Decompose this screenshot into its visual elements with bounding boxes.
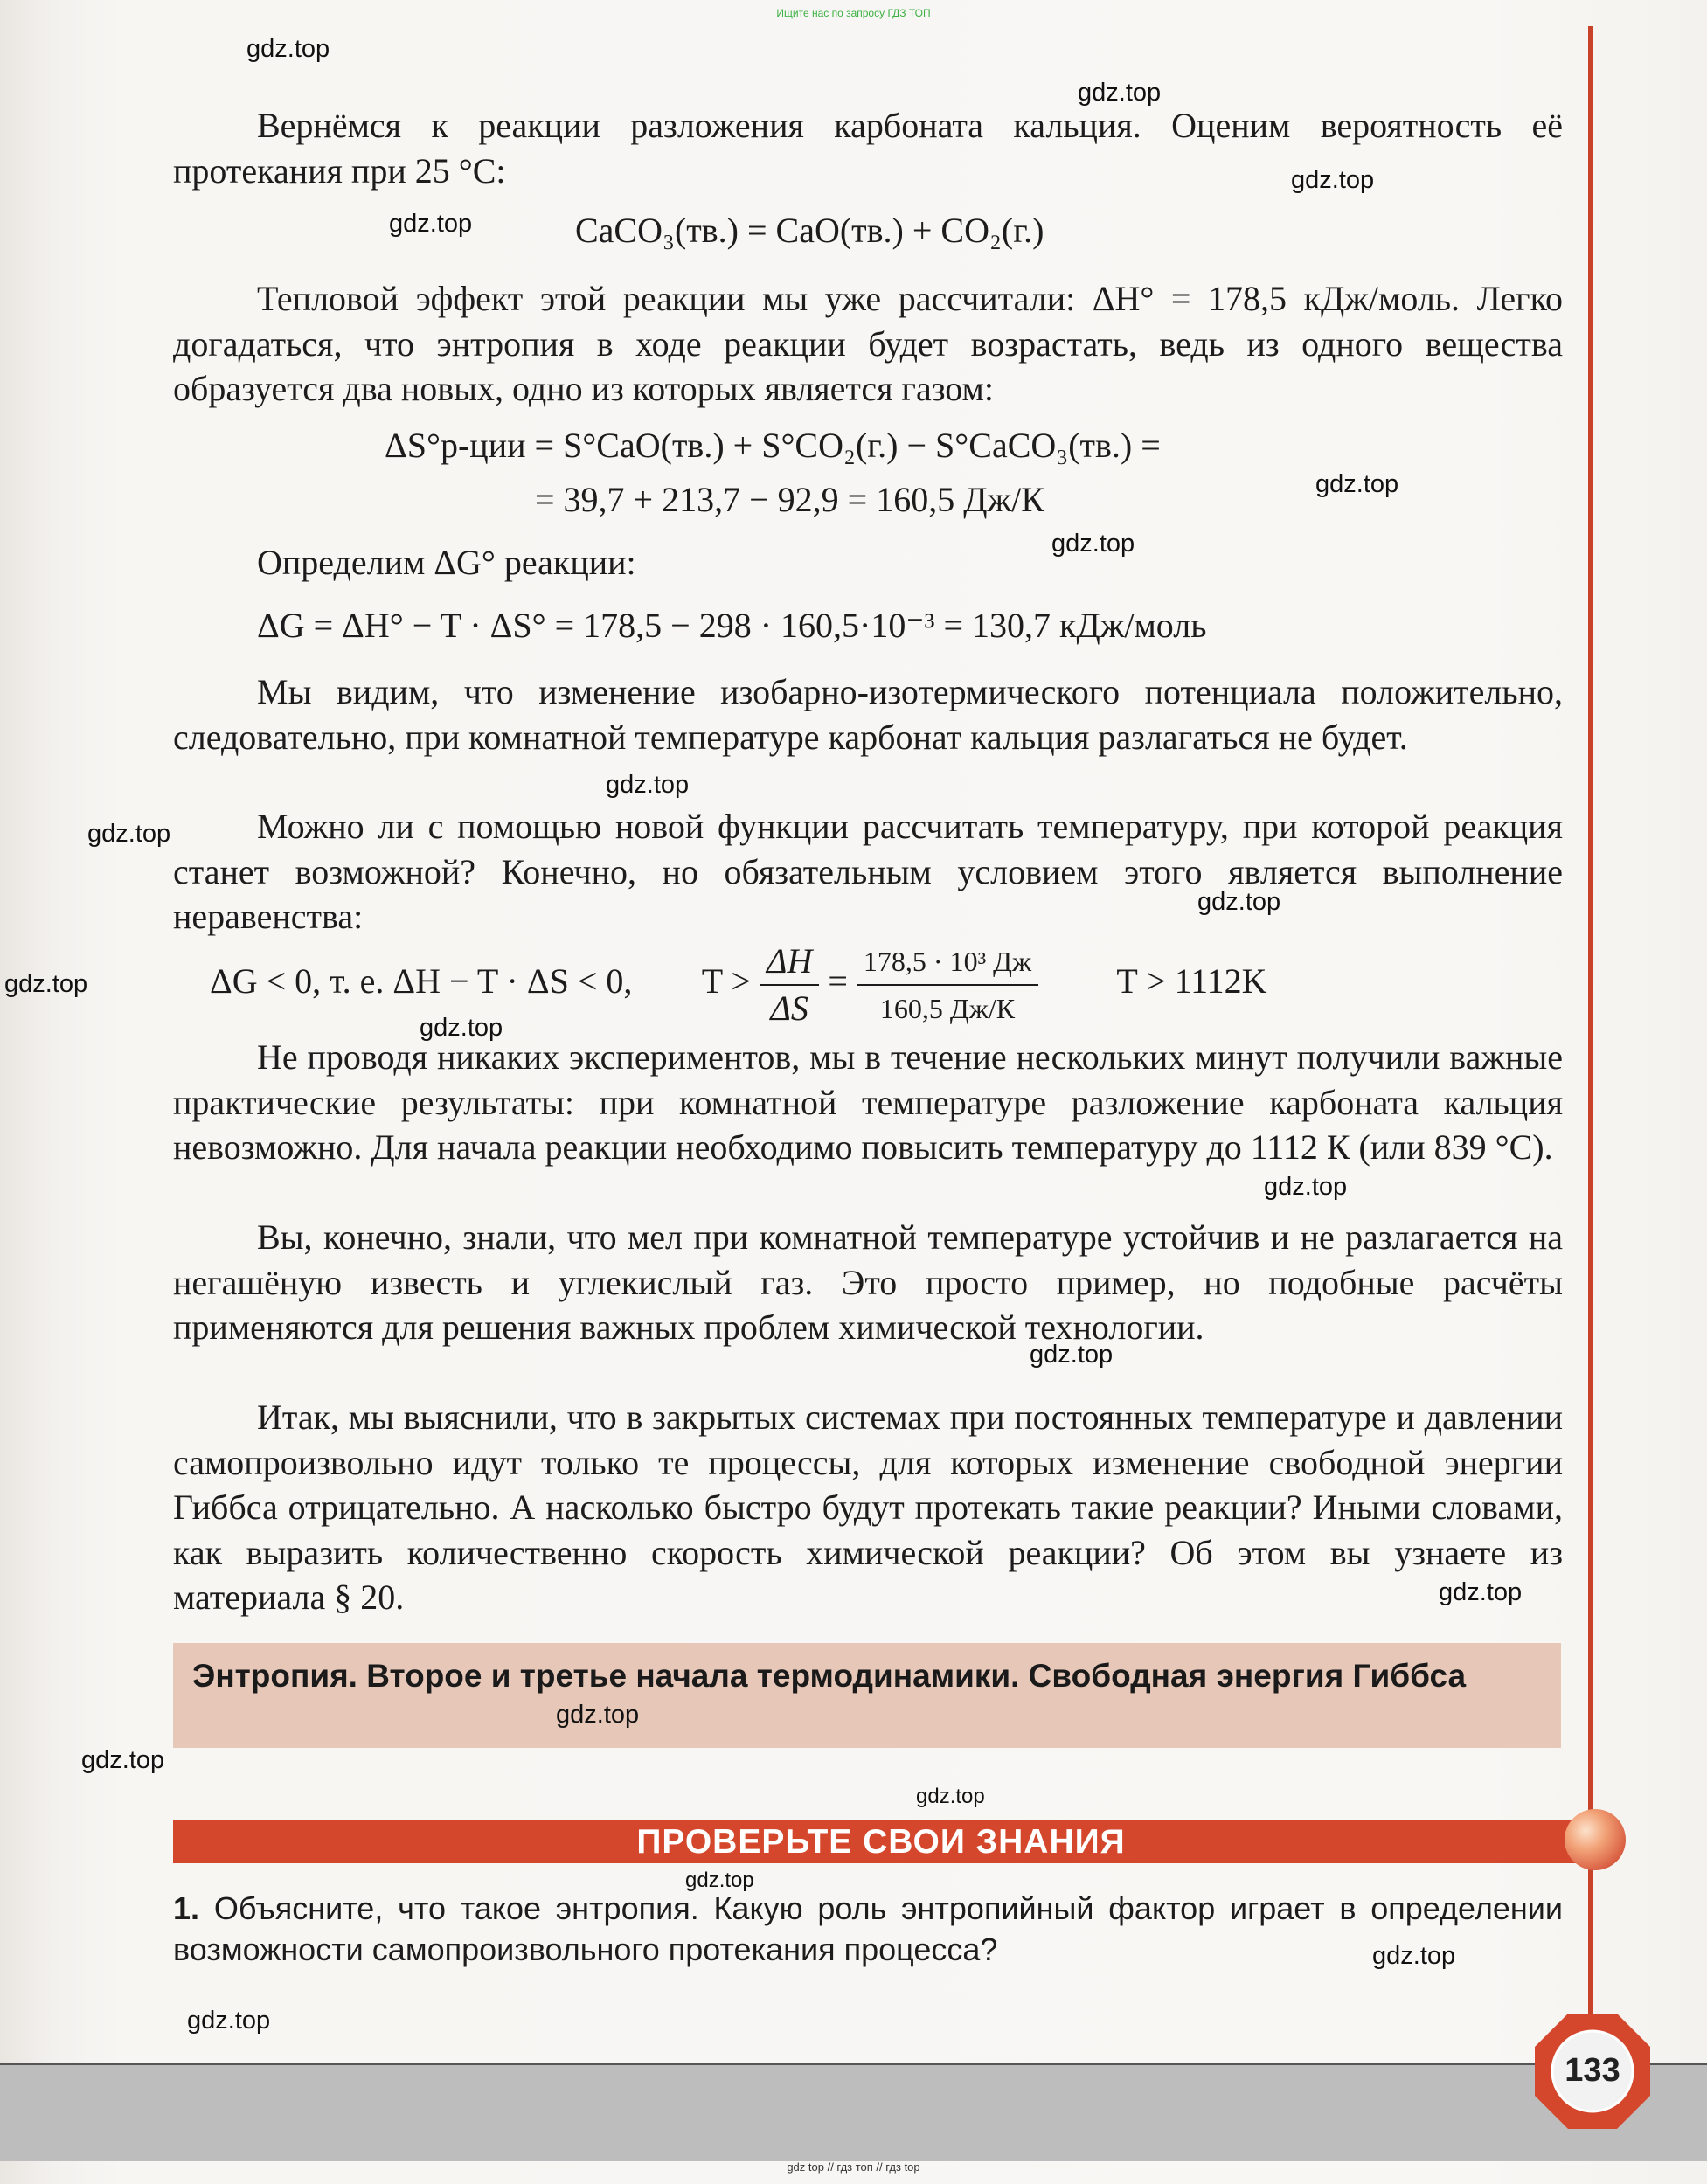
question-1-text: Объясните, что такое энтропия. Какую роль энтропийный фактор играет в определении возможности самопроизвольного протекания процесса? (173, 1890, 1563, 1967)
paragraph-7 (173, 1215, 1563, 1350)
decorative-ball-icon (1565, 1809, 1626, 1870)
check-knowledge-title: ПРОВЕРЬТЕ СВОИ ЗНАНИЯ (636, 1823, 1126, 1861)
fraction-denominator: 160,5 Дж/К (879, 993, 1016, 1024)
top-banner[interactable]: Ищите нас по запросу ГДЗ ТОП (776, 7, 931, 19)
watermark: gdz.top (4, 970, 88, 998)
fraction-dh-ds (760, 939, 819, 1031)
inequality-left: ΔG < 0, т. е. ΔH − T · ΔS < 0, (210, 961, 633, 1002)
paragraph-3 (173, 540, 1563, 586)
question-1-number: 1. (173, 1890, 200, 1926)
equals-sign: = (828, 961, 848, 1002)
check-knowledge-bar (173, 1820, 1589, 1863)
paragraph-4-text: Мы видим, что изменение изобарно-изотермического потенциала положительно, следовательно, при комнатной температуре карбонат кальция разлагаться не будет. (173, 672, 1563, 757)
equation-decomposition: CaCO₃(тв.) = CaO(тв.) + CO₂(г.) (575, 211, 1044, 250)
summary-box (173, 1643, 1561, 1748)
watermark: gdz.top (685, 1869, 754, 1892)
summary-text: Энтропия. Второе и третье начала термодинамики. Свободная энергия Гиббса (192, 1658, 1467, 1694)
watermark: gdz.top (1291, 166, 1375, 194)
inequality-line (210, 939, 1267, 1031)
paragraph-1-text: Вернёмся к реакции разложения карбоната кальция. Оценим вероятность её протекания при 25 °C: (173, 106, 1563, 191)
watermark: gdz.top (81, 1746, 165, 1774)
equation-entropy-line1: ΔS°р-ции = S°CaO(тв.) + S°CO₂(г.) − S°CaCO₃(тв.) = (385, 426, 1161, 465)
watermark: gdz.top (246, 35, 330, 63)
inequality-t: T > (701, 961, 751, 1002)
watermark: gdz.top (916, 1785, 985, 1808)
page-number: 133 (1565, 2052, 1620, 2089)
footer-banner[interactable]: gdz top // гдз топ // гдз top (787, 2160, 920, 2174)
paragraph-5-text: Можно ли с помощью новой функции рассчитать температуру, при которой реакция станет возможной? Конечно, но обязательным условием этого является выполнение неравенства: (173, 807, 1563, 936)
paragraph-4 (173, 669, 1563, 759)
watermark: gdz.top (389, 210, 473, 238)
watermark: gdz.top (1197, 888, 1281, 916)
watermark: gdz.top (187, 2007, 271, 2035)
question-1 (173, 1888, 1563, 1970)
watermark: gdz.top (1030, 1341, 1114, 1369)
watermark: gdz.top (87, 820, 171, 848)
paragraph-3-text: Определим ΔG° реакции: (257, 543, 636, 582)
inequality-result: T > 1112K (1116, 961, 1267, 1002)
watermark: gdz.top (556, 1701, 640, 1729)
watermark: gdz.top (420, 1014, 503, 1042)
equation-gibbs: ΔG = ΔH° − T · ΔS° = 178,5 − 298 · 160,5·10⁻³ = 130,7 кДж/моль (257, 606, 1207, 645)
watermark: gdz.top (1051, 530, 1135, 558)
paragraph-5 (173, 804, 1563, 939)
fraction-dh: ΔH (760, 939, 819, 986)
paragraph-6-text: Не проводя никаких экспериментов, мы в течение нескольких минут получили важные практические результаты: при комнатной температуре разложение карбоната кальция невозможно. Для начала реакции необходимо повысить температуру до 1112 К (или 839 °C). (173, 1037, 1563, 1167)
margin-red-rule (1588, 26, 1593, 2028)
watermark: gdz.top (1439, 1578, 1523, 1606)
paragraph-6 (173, 1035, 1563, 1170)
watermark: gdz.top (606, 771, 690, 799)
fraction-ds: ΔS (770, 988, 808, 1028)
paragraph-2 (173, 276, 1563, 412)
watermark: gdz.top (1078, 79, 1162, 107)
bottom-band (0, 2063, 1707, 2161)
paragraph-7-text: Вы, конечно, знали, что мел при комнатной температуре устойчив и не разлагается на негашёную известь и углекислый газ. Это просто пример, но подобные расчёты применяются для решения важных проблем химической технологии. (173, 1217, 1563, 1347)
paragraph-2-text: Тепловой эффект этой реакции мы уже рассчитали: ΔH° = 178,5 кДж/моль. Легко догадаться, что энтропия в ходе реакции будет возрастать, ведь из одного вещества образуется два новых, одно из которых является газом: (173, 279, 1563, 408)
fraction-values (857, 939, 1038, 1031)
fraction-numerator: 178,5 · 10³ Дж (857, 939, 1038, 986)
equation-entropy-line2: = 39,7 + 213,7 − 92,9 = 160,5 Дж/К (535, 480, 1044, 519)
watermark: gdz.top (1372, 1942, 1456, 1970)
watermark: gdz.top (1264, 1173, 1348, 1201)
paragraph-8 (173, 1395, 1563, 1620)
page-number-badge (1531, 2010, 1654, 2132)
watermark: gdz.top (1315, 470, 1399, 498)
paragraph-8-text: Итак, мы выяснили, что в закрытых системах при постоянных температуре и давлении самопроизвольно идут только те процессы, для которых изменение свободной энергии Гиббса отрицательно. А насколько быстро будут протекать такие реакции? Иными словами, как выразить количественно скорость химической реакции? Об этом вы узнаете из материала § 20. (173, 1397, 1563, 1617)
